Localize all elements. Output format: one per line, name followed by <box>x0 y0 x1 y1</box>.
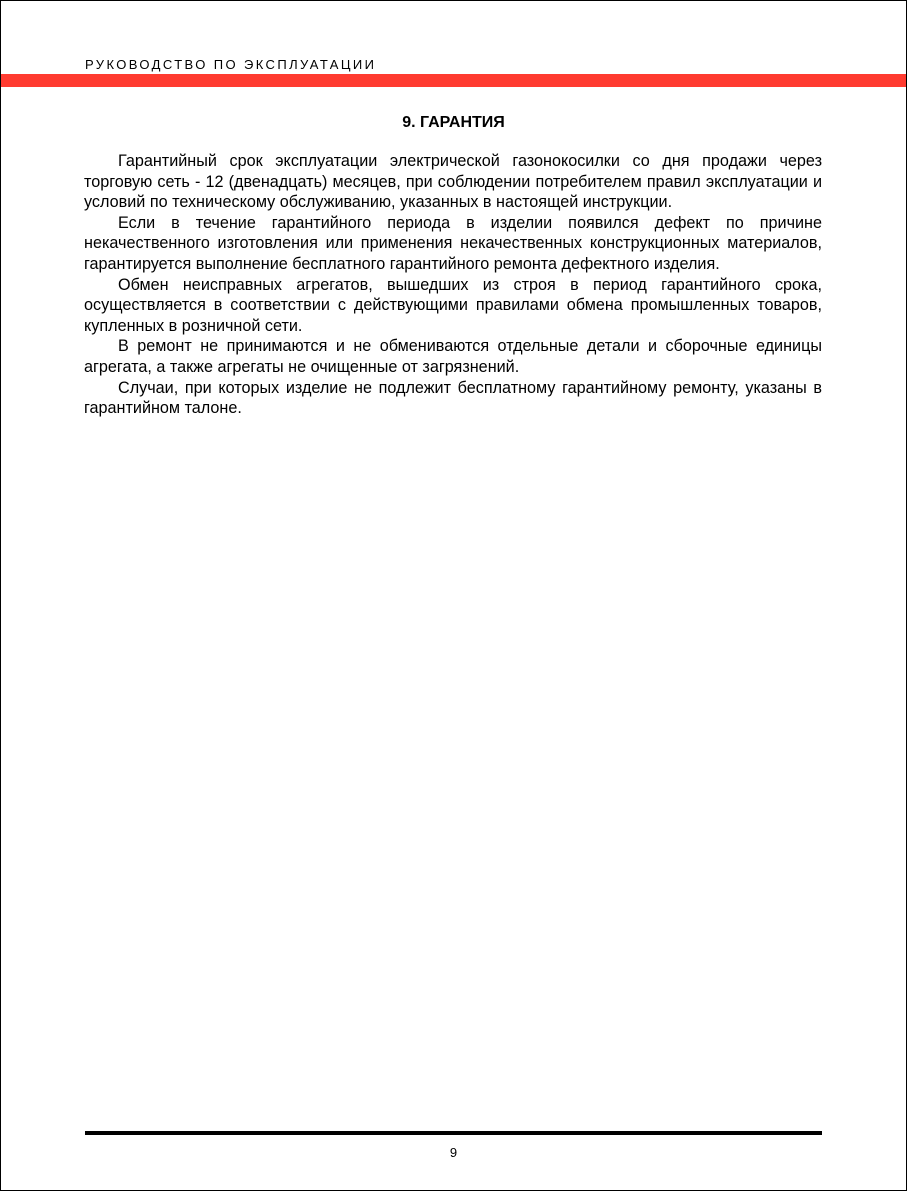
section-title: 9. ГАРАНТИЯ <box>402 114 505 131</box>
paragraph-not-accepted: В ремонт не принимаются и не обмениваются отдельные детали и сборочные единицы агрегата, а также агрегаты не очищенные от загрязнений. <box>84 337 822 376</box>
page-number: 9 <box>449 1145 458 1160</box>
paragraph-exchange: Обмен неисправных агрегатов, вышедших из строя в период гарантийного срока, осуществляется в соответствии с действующими правилами обмена промышленных товаров, купленных в розничной сети. <box>84 275 822 335</box>
header-accent-bar <box>1 74 906 87</box>
paragraph-free-repair: Если в течение гарантийного периода в изделии появился дефект по причине некачественного изготовления или применения некачественных конструкционных материалов, гарантируется выполнение бесплатного гарантийного ремонта дефектного изделия. <box>84 213 822 273</box>
footer-rule <box>85 1131 822 1135</box>
paragraph-exclusions: Случаи, при которых изделие не подлежит бесплатному гарантийному ремонту, указаны в гарантийном талоне. <box>84 378 822 418</box>
paragraph-warranty-period: Гарантийный срок эксплуатации электрической газонокосилки со дня продажи через торговую сеть - 12 (двенадцать) месяцев, при соблюдении потребителем правил эксплуатации и условий по техническому обслуживанию, указанных в настоящей инструкции. <box>84 152 822 212</box>
section-body <box>84 151 822 419</box>
running-header: РУКОВОДСТВО ПО ЭКСПЛУАТАЦИИ <box>85 57 377 72</box>
